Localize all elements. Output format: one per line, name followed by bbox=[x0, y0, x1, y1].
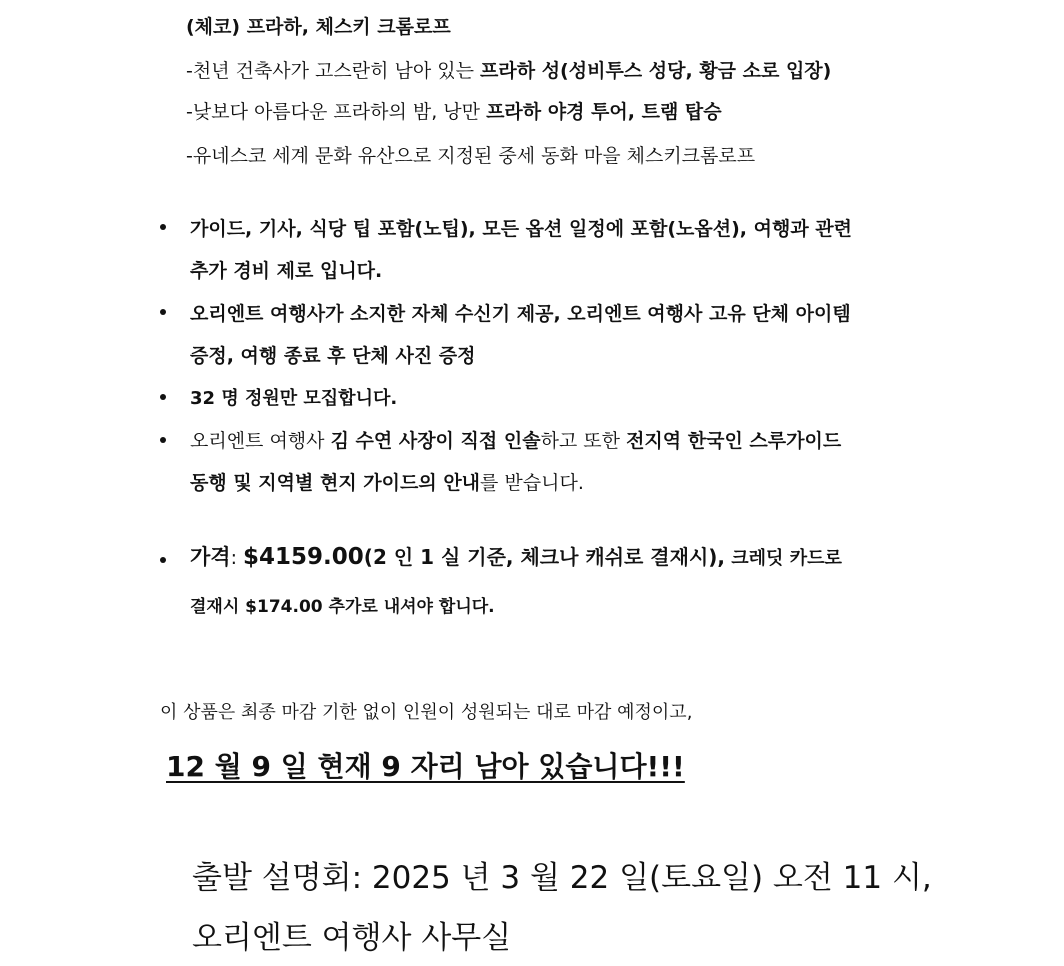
briefing-date: 출발 설명회: 2025 년 3 월 22 일(토요일) 오전 11 시, bbox=[192, 860, 932, 896]
bullet-dot bbox=[160, 557, 166, 563]
bullet-guide-line2 bbox=[190, 468, 584, 495]
bullet-capacity: 32 명 정원만 모집합니다. bbox=[190, 388, 398, 409]
notice-intro: 이 상품은 최종 마감 기한 없이 인원이 성원되는 대로 마감 예정이고, bbox=[160, 702, 693, 723]
prague-line-castle-text: -천년 건축사가 고스란히 남아 있는 bbox=[186, 60, 481, 82]
bullet-receiver-line2: 증정, 여행 종료 후 단체 사진 증정 bbox=[190, 345, 476, 367]
price-line1 bbox=[190, 541, 842, 571]
price-card-text: 크레딧 카드로 bbox=[725, 548, 842, 569]
bullet-guide-thru: 전지역 한국인 스루가이드 bbox=[626, 430, 842, 452]
prague-night-highlight: 프라하 야경 투어, 트램 탑승 bbox=[486, 101, 722, 123]
bullet-dot bbox=[160, 224, 166, 230]
price-amount: $4159.00 bbox=[243, 544, 364, 570]
prague-line-night bbox=[186, 97, 722, 124]
briefing-location: 오리엔트 여행사 사무실 bbox=[192, 920, 512, 956]
prague-line-castle bbox=[186, 56, 831, 83]
prague-heading: (체코) 프라하, 체스키 크롬로프 bbox=[186, 16, 451, 38]
notice-remaining-seats: 12 월 9 일 현재 9 자리 남아 있습니다!!! bbox=[166, 750, 685, 783]
bullet-dot bbox=[160, 309, 166, 315]
prague-line-cesky: -유네스코 세계 문화 유산으로 지정된 중세 동화 마을 체스키크롬로프 bbox=[186, 145, 756, 167]
prague-castle-highlight: 프라하 성(성비투스 성당, 황금 소로 입장) bbox=[480, 60, 832, 82]
bullet-guide-line1 bbox=[190, 426, 841, 453]
bullet-guide-local: 동행 및 지역별 현지 가이드의 안내 bbox=[190, 472, 481, 494]
bullet-guide-ceo: 김 수연 사장이 직접 인솔 bbox=[330, 430, 541, 452]
bullet-dot bbox=[160, 394, 166, 400]
bullet-dot bbox=[160, 437, 166, 443]
bullet-no-tip-line1: 가이드, 기사, 식당 팁 포함(노팁), 모든 옵션 일정에 포함(노옵션), 여행과 관련 bbox=[190, 218, 853, 240]
prague-line-night-text: -낮보다 아름다운 프라하의 밤, 낭만 bbox=[186, 101, 487, 123]
price-line2: 결재시 $174.00 추가로 내셔야 합니다. bbox=[190, 597, 495, 617]
price-label: 가격 bbox=[190, 545, 231, 569]
price-basis: (2 인 1 실 기준, 체크나 캐쉬로 결재시), bbox=[363, 545, 726, 569]
price-colon: : bbox=[230, 547, 244, 569]
bullet-guide-text: 오리엔트 여행사 bbox=[190, 430, 331, 452]
bullet-guide-rest: 를 받습니다. bbox=[480, 472, 584, 494]
bullet-receiver-line1: 오리엔트 여행사가 소지한 자체 수신기 제공, 오리엔트 여행사 고유 단체 아이템 bbox=[190, 303, 851, 325]
bullet-no-tip-line2: 추가 경비 제로 입니다. bbox=[190, 260, 383, 282]
bullet-guide-text2: 하고 또한 bbox=[540, 430, 627, 452]
